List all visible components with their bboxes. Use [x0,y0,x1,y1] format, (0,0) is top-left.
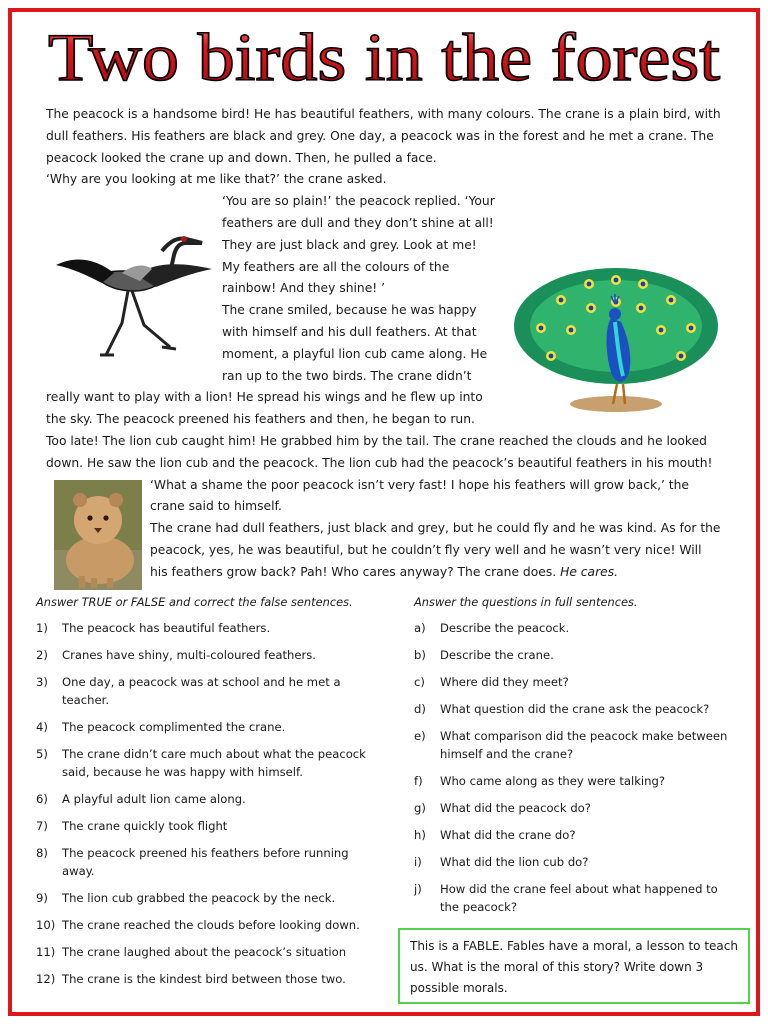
page-title [0,18,768,98]
item-text: The crane quickly took flight [62,819,228,833]
crane-icon [52,229,216,357]
list-item [414,826,736,844]
list-item [414,619,736,637]
list-item [414,880,736,916]
peacock-image [510,261,722,425]
item-text: The peacock preened his feathers before running away. [62,846,349,878]
item-number: 11) [36,945,56,959]
list-item [36,970,382,988]
story-paragraph: ‘Why are you looking at me like that?’ the crane asked. [46,172,387,187]
item-number: a) [414,621,426,635]
list-item [36,646,382,664]
item-text: What did the peacock do? [440,801,591,815]
story-text [46,104,722,591]
item-text: Who came along as they were talking? [440,774,666,788]
list-item [414,853,736,871]
moral-box: This is a FABLE. Fables have a moral, a lesson to teach us. What is the moral of this story? Write down 3 possible morals. [398,928,750,1004]
list-item [36,817,382,835]
item-text: The crane laughed about the peacock’s situation [62,945,347,959]
story-paragraph: ‘You are so plain!’ the peacock replied. ‘Your feathers are dull and they don’t shine at all! They are just black and grey. Look at me! My feathers are all the colours of the rainbow! And they shine! ’ [222,194,495,296]
item-text: Where did they meet? [440,675,569,689]
list-item [414,799,736,817]
story-paragraph: ‘What a shame the poor peacock isn’t very fast! I hope his feathers will grow back,’ the crane said to himself. [150,477,689,514]
item-text: The crane reached the clouds before looking down. [62,918,360,932]
questions-section [414,593,736,925]
item-text: What comparison did the peacock make between himself and the crane? [440,729,728,761]
item-number: d) [414,702,426,716]
item-number: 1) [36,621,48,635]
true-false-heading: Answer TRUE or FALSE and correct the false sentences. [36,595,353,609]
item-text: The crane is the kindest bird between those two. [62,972,346,986]
list-item [36,889,382,907]
item-text: Describe the crane. [440,648,554,662]
peacock-icon [511,268,721,418]
item-number: 6) [36,792,48,806]
item-text: How did the crane feel about what happened to the peacock? [440,882,718,914]
item-number: h) [414,828,426,842]
item-text: One day, a peacock was at school and he met a teacher. [62,675,341,707]
item-number: 7) [36,819,48,833]
item-number: 9) [36,891,48,905]
item-number: e) [414,729,426,743]
list-item [36,844,382,880]
item-text: Cranes have shiny, multi-coloured feathers. [62,648,316,662]
item-number: b) [414,648,426,662]
item-number: 2) [36,648,48,662]
item-text: What question did the crane ask the peacock? [440,702,710,716]
title-text: Two birds in the forest [48,19,721,95]
lion-cub-image [46,479,150,591]
item-text: The crane didn’t care much about what the peacock said, because he was happy with himself. [62,747,366,779]
list-item [414,700,736,718]
item-text: The peacock has beautiful feathers. [62,621,271,635]
story-paragraph: The crane had dull feathers, just black and grey, but he could fly and he was kind. As for the peacock, yes, he was beautiful, but he couldn’t fly very well and he wasn’t very nice! Will his feathers grow back? Pah! Who cares anyway? The crane does. [150,521,721,579]
list-item [414,727,736,763]
item-text: The peacock complimented the crane. [62,720,286,734]
item-number: 12) [36,972,56,986]
story-italic-ending: He cares. [560,564,619,579]
item-number: 5) [36,747,48,761]
item-number: c) [414,675,425,689]
list-item [36,718,382,736]
story-paragraph: The crane smiled, because he was happy with himself and his dull feathers. At that moment, a playful lion cub came along. He ran up to the two birds. The crane didn’t really want to play with a lion! He spread his wings and he flew up into the sky. The peacock preened his feathers and then, he began to run. Too late! The lion cub caught him! He grabbed him by the tail. The crane reached the clouds and he looked down. He saw the lion cub and the peacock. The lion cub had the peacock’s beautiful feathers in his mouth! [46,303,713,470]
crane-image [46,213,222,373]
item-number: 10) [36,918,56,932]
questions-list [414,619,736,916]
item-text: The lion cub grabbed the peacock by the neck. [62,891,336,905]
list-item [36,943,382,961]
list-item [36,916,382,934]
item-text: Describe the peacock. [440,621,570,635]
list-item [36,790,382,808]
true-false-list [36,619,382,988]
item-text: A playful adult lion came along. [62,792,246,806]
item-number: g) [414,801,426,815]
item-number: 3) [36,675,48,689]
item-number: f) [414,774,423,788]
lion-cub-photo [54,480,142,590]
item-number: i) [414,855,422,869]
list-item [36,619,382,637]
list-item [36,745,382,781]
story-paragraph: The peacock is a handsome bird! He has beautiful feathers, with many colours. The crane is a plain bird, with dull feathers. His feathers are black and grey. One day, a peacock was in the forest and he met a crane. The peacock looked the crane up and down. Then, he pulled a face. [46,107,721,165]
true-false-section [36,593,382,997]
list-item [36,673,382,709]
item-text: What did the lion cub do? [440,855,589,869]
item-text: What did the crane do? [440,828,576,842]
questions-heading: Answer the questions in full sentences. [414,595,638,609]
list-item [414,772,736,790]
item-number: 4) [36,720,48,734]
list-item [414,646,736,664]
item-number: j) [414,882,422,896]
list-item [414,673,736,691]
item-number: 8) [36,846,48,860]
